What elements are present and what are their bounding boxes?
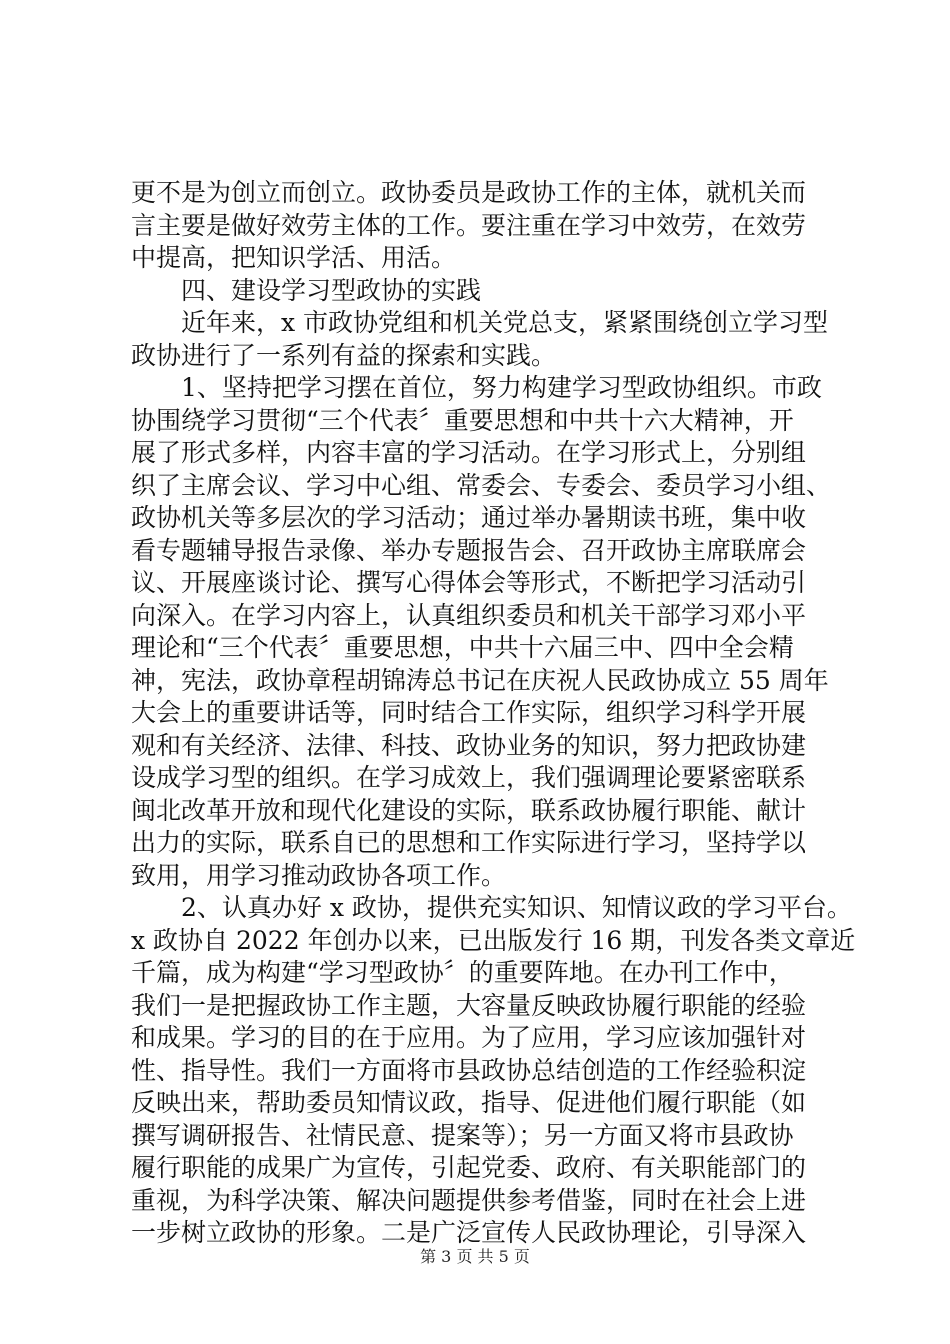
- text-line: 向深入。在学习内容上，认真组织委员和机关干部学习邓小平: [131, 600, 807, 630]
- text-line: 闽北改革开放和现代化建设的实际，联系政协履行职能、献计: [131, 795, 807, 825]
- text-line: 言主要是做好效劳主体的工作。要注重在学习中效劳，在效劳: [131, 210, 807, 240]
- text-line: 议、开展座谈讨论、撰写心得体会等形式，不断把学习活动引: [131, 568, 807, 597]
- text-line: 2、认真办好 x 政协，提供充实知识、知情议政的学习平台。: [181, 893, 852, 922]
- text-line: 我们一是把握政协工作主题，大容量反映政协履行职能的经验: [131, 990, 807, 1020]
- text-line: 1、坚持把学习摆在首位，努力构建学习型政协组织。市政: [181, 373, 822, 402]
- text-line: 看专题辅导报告录像、举办专题报告会、召开政协主席联席会: [131, 535, 807, 565]
- text-line: 协围绕学习贯彻“三个代表〞重要思想和中共十六大精神，开: [131, 405, 794, 435]
- body-text: [131, 177, 856, 1250]
- text-line: 设成学习型的组织。在学习成效上，我们强调理论要紧密联系: [131, 763, 807, 792]
- text-line: x 政协自 2022 年创办以来，已出版发行 16 期，刊发各类文章近: [131, 925, 856, 955]
- text-line: 神，宪法，政协章程胡锦涛总书记在庆祝人民政协成立 55 周年: [131, 665, 829, 695]
- text-line: 理论和“三个代表〞重要思想，中共十六届三中、四中全会精: [131, 633, 794, 662]
- text-line: 撰写调研报告、社情民意、提案等）；另一方面又将市县政协: [131, 1120, 794, 1150]
- text-line: 政协进行了一系列有益的探索和实践。: [131, 340, 557, 370]
- text-line: 致用，用学习推动政协各项工作。: [131, 860, 507, 890]
- text-line: 中提高，把知识学活、用活。: [131, 243, 457, 272]
- text-line: 观和有关经济、法律、科技、政协业务的知识，努力把政协建: [131, 730, 807, 760]
- section-heading: 四、建设学习型政协的实践: [181, 275, 482, 305]
- text-line: 织了主席会议、学习中心组、常委会、专委会、委员学习小组、: [131, 470, 832, 500]
- text-line: 重视，为科学决策、解决问题提供参考借鉴，同时在社会上进: [131, 1185, 807, 1215]
- text-line: 一步树立政协的形象。二是广泛宣传人民政协理论，引导深入: [131, 1218, 807, 1247]
- text-line: 近年来，x 市政协党组和机关党总支，紧紧围绕创立学习型: [181, 308, 829, 337]
- page-footer: 第 3 页 共 5 页: [420, 1247, 530, 1266]
- text-line: 更不是为创立而创立。政协委员是政协工作的主体，就机关而: [131, 178, 807, 207]
- text-line: 千篇，成为构建“学习型政协〞的重要阵地。在办刊工作中，: [131, 958, 794, 987]
- text-line: 政协机关等多层次的学习活动；通过举办暑期读书班，集中收: [131, 503, 807, 532]
- text-line: 大会上的重要讲话等，同时结合工作实际，组织学习科学开展: [131, 698, 807, 727]
- text-line: 和成果。学习的目的在于应用。为了应用，学习应该加强针对: [131, 1023, 807, 1052]
- text-line: 性、指导性。我们一方面将市县政协总结创造的工作经验积淀: [131, 1055, 807, 1085]
- text-line: 履行职能的成果广为宣传，引起党委、政府、有关职能部门的: [131, 1153, 807, 1182]
- text-line: 反映出来，帮助委员知情议政，指导、促进他们履行职能（如: [131, 1088, 807, 1117]
- text-line: 出力的实际，联系自已的思想和工作实际进行学习，坚持学以: [131, 828, 807, 857]
- text-line: 展了形式多样，内容丰富的学习活动。在学习形式上，分别组: [131, 438, 807, 467]
